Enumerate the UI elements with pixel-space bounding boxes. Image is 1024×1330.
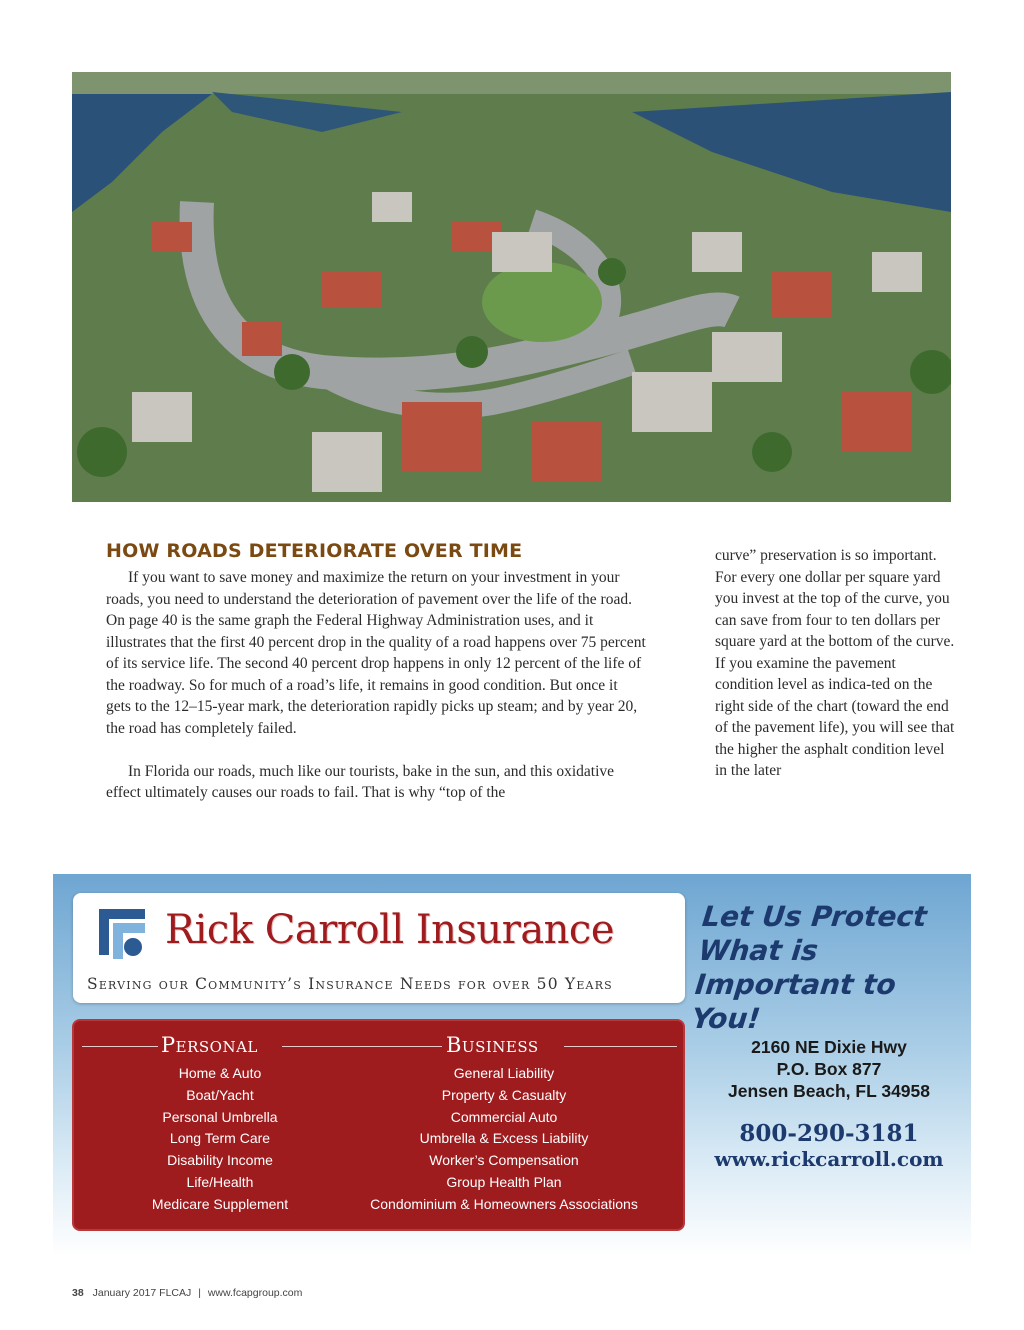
list-item: Long Term Care xyxy=(169,1130,271,1147)
company-tagline: Serving our Community’s Insurance Needs for over 50 Years xyxy=(87,975,613,993)
publication-name: FLCAJ xyxy=(159,1287,192,1299)
address-line-1: 2160 NE Dixie Hwy xyxy=(751,1037,907,1057)
footer-separator: | xyxy=(198,1287,201,1299)
company-name: Rick Carroll Insurance xyxy=(165,907,614,953)
insurance-advertisement xyxy=(53,874,971,1256)
list-item: Umbrella & Excess Liability xyxy=(419,1130,589,1147)
divider xyxy=(82,1046,158,1047)
contact-block xyxy=(697,1036,961,1171)
aerial-neighborhood-photo xyxy=(72,72,951,502)
list-item: Commercial Auto xyxy=(450,1108,558,1125)
list-item: General Liability xyxy=(453,1065,555,1081)
article-paragraph-2: In Florida our roads, much like our tourists, bake in the sun, and this oxidative effect ultimately causes our roads to fail. That is why “top of the xyxy=(106,762,615,801)
personal-coverage-list xyxy=(134,1063,306,1216)
divider xyxy=(564,1046,677,1047)
list-item: Disability Income xyxy=(167,1152,273,1169)
list-item: Medicare Supplement xyxy=(151,1195,289,1212)
footer-url: www.fcapgroup.com xyxy=(207,1287,303,1299)
business-title: Business xyxy=(446,1033,539,1057)
address-line-3: Jensen Beach, FL 34958 xyxy=(727,1081,930,1101)
list-item: Property & Casualty xyxy=(441,1086,567,1103)
issue-date: January 2017 xyxy=(92,1287,157,1299)
list-item: Home & Auto xyxy=(178,1065,262,1081)
page-number: 38 xyxy=(72,1287,84,1299)
personal-title: Personal xyxy=(161,1033,258,1057)
list-item: Personal Umbrella xyxy=(162,1108,278,1125)
list-item: Worker’s Compensation xyxy=(429,1152,579,1169)
coverage-panel xyxy=(72,1019,685,1231)
divider xyxy=(282,1046,442,1047)
business-coverage-list xyxy=(359,1063,649,1216)
article-paragraph-1: If you want to save money and maximize the return on your investment in your roads, you need to understand the deterioration of pavement over the life of the road. On page 40 is the same graph the Federal Highway Administration uses, and it illustrates that the first 40 percent drop in the quality of a road happens over 75 percent of its service life. The second 40 percent drop happens in only 12 percent of the life of the roadway. So for much of a road’s life, it remains in good condition. But once it gets to the 12–15-year mark, the deterioration rapidly picks up steam; and by year 20, the road has completely failed. xyxy=(106,569,646,737)
page-footer xyxy=(72,1287,302,1299)
list-item: Group Health Plan xyxy=(446,1173,562,1190)
section-heading: HOW ROADS DETERIORATE OVER TIME xyxy=(106,540,523,562)
article-right-column xyxy=(715,545,955,782)
list-item: Life/Health xyxy=(186,1173,254,1190)
address-line-2: P.O. Box 877 xyxy=(776,1059,882,1079)
list-item: Condominium & Homeowners Associations xyxy=(370,1195,638,1212)
article-paragraph-continued: curve” preservation is so important. For every one dollar per square yard you invest at the top of the curve, you can save from four to ten dollars per square yard at the bottom of the curve. If you examine the pavement condition level as indica-ted on the right side of the chart (toward the end of the pavement life), you will see that the higher the asphalt condition level in the later xyxy=(715,547,955,779)
ad-headline: Let Us Protect What is Important to You! xyxy=(689,900,929,1035)
rc-logo-icon xyxy=(89,903,155,969)
phone-number: 800-290-3181 xyxy=(739,1120,919,1147)
ad-logo-banner xyxy=(73,893,685,1003)
article-left-column xyxy=(106,567,646,804)
list-item: Boat/Yacht xyxy=(186,1086,254,1103)
website-url: www.rickcarroll.com xyxy=(714,1147,944,1171)
